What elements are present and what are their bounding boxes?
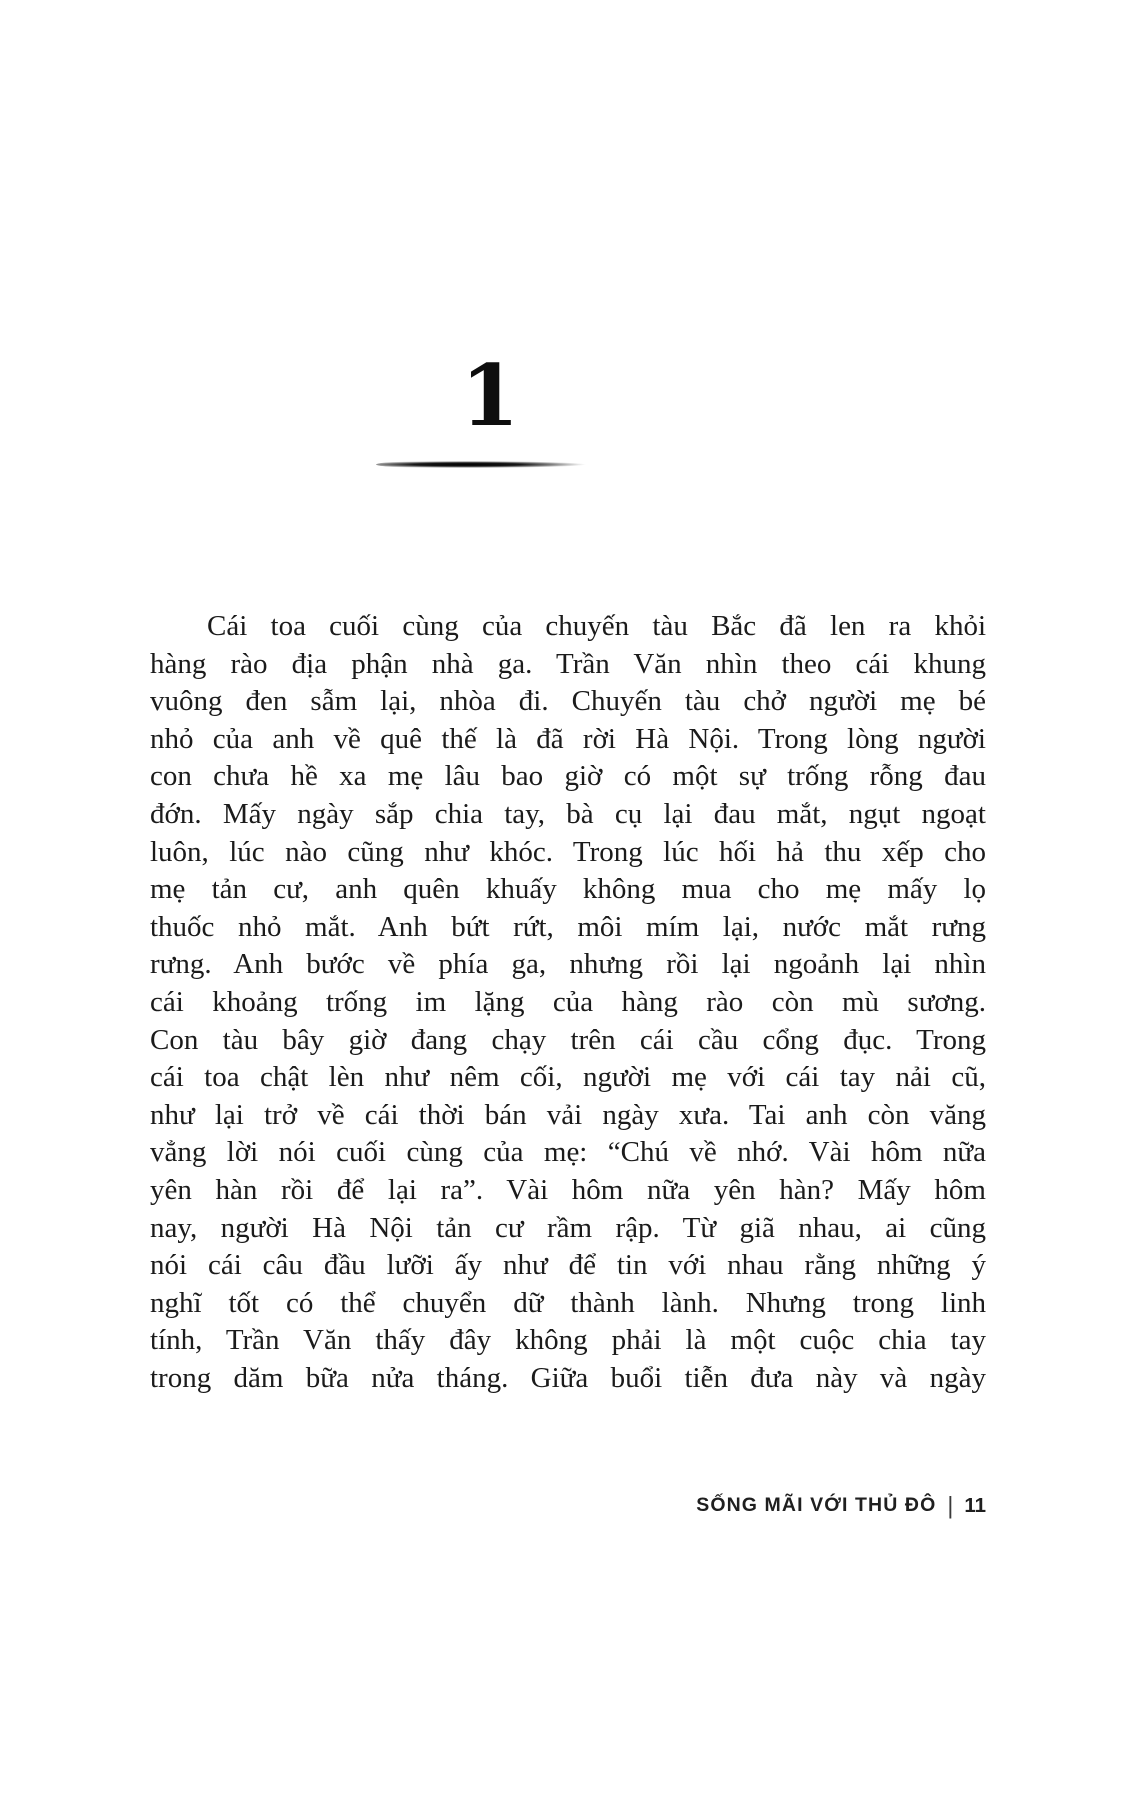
body-line: như lại trở về cái thời bán vải ngày xưa. Tai anh còn văng (150, 1098, 986, 1131)
chapter-divider-rule (376, 461, 604, 468)
body-line: nhỏ của anh về quê thế là đã rời Hà Nội. Trong lòng người (150, 722, 986, 755)
page-number: 11 (964, 1493, 986, 1517)
body-line: mẹ tản cư, anh quên khuấy không mua cho mẹ mấy lọ (150, 873, 986, 906)
body-line: rưng. Anh bước về phía ga, nhưng rồi lại ngoảnh lại nhìn (150, 948, 986, 981)
body-line: cái khoảng trống im lặng của hàng rào còn mù sương. (150, 985, 986, 1018)
body-line: nay, người Hà Nội tản cư rầm rập. Từ giã nhau, ai cũng (150, 1211, 986, 1244)
body-line: vẳng lời nói cuối cùng của mẹ: “Chú về nhớ. Vài hôm nữa (150, 1136, 986, 1169)
body-line: con chưa hề xa mẹ lâu bao giờ có một sự trống rỗng đau (150, 760, 986, 793)
footer-separator: | (947, 1491, 954, 1519)
body-line: luôn, lúc nào cũng như khóc. Trong lúc hối hả thu xếp cho (150, 835, 986, 868)
body-line: hàng rào địa phận nhà ga. Trần Văn nhìn theo cái khung (150, 647, 986, 680)
body-line: thuốc nhỏ mắt. Anh bứt rứt, môi mím lại, nước mắt rưng (150, 910, 986, 943)
body-line: tính, Trần Văn thấy đây không phải là một cuộc chia tay (150, 1324, 986, 1357)
body-line: cái toa chật lèn như nêm cối, người mẹ với cái tay nải cũ, (150, 1061, 986, 1094)
body-line: yên hàn rồi để lại ra”. Vài hôm nữa yên hàn? Mấy hôm (150, 1173, 986, 1206)
body-line: nghĩ tốt có thể chuyển dữ thành lành. Nhưng trong linh (150, 1286, 986, 1319)
body-line: Con tàu bây giờ đang chạy trên cái cầu cổng đục. Trong (150, 1023, 986, 1056)
body-text (150, 608, 986, 1397)
body-line: nói cái câu đầu lưỡi ấy như để tin với nhau rằng những ý (150, 1249, 986, 1282)
running-book-title: SỐNG MÃI VỚI THỦ ĐÔ (696, 1494, 937, 1516)
body-line: trong dăm bữa nửa tháng. Giữa buổi tiễn đưa này và ngày (150, 1361, 986, 1394)
chapter-number: 1 (460, 346, 520, 445)
body-line: đớn. Mấy ngày sắp chia tay, bà cụ lại đau mắt, ngụt ngoạt (150, 797, 986, 830)
page-footer (696, 1492, 986, 1519)
body-line: vuông đen sẫm lại, nhòa đi. Chuyến tàu chở người mẹ bé (150, 685, 986, 718)
body-line: Cái toa cuối cùng của chuyến tàu Bắc đã len ra khỏi (207, 610, 986, 642)
